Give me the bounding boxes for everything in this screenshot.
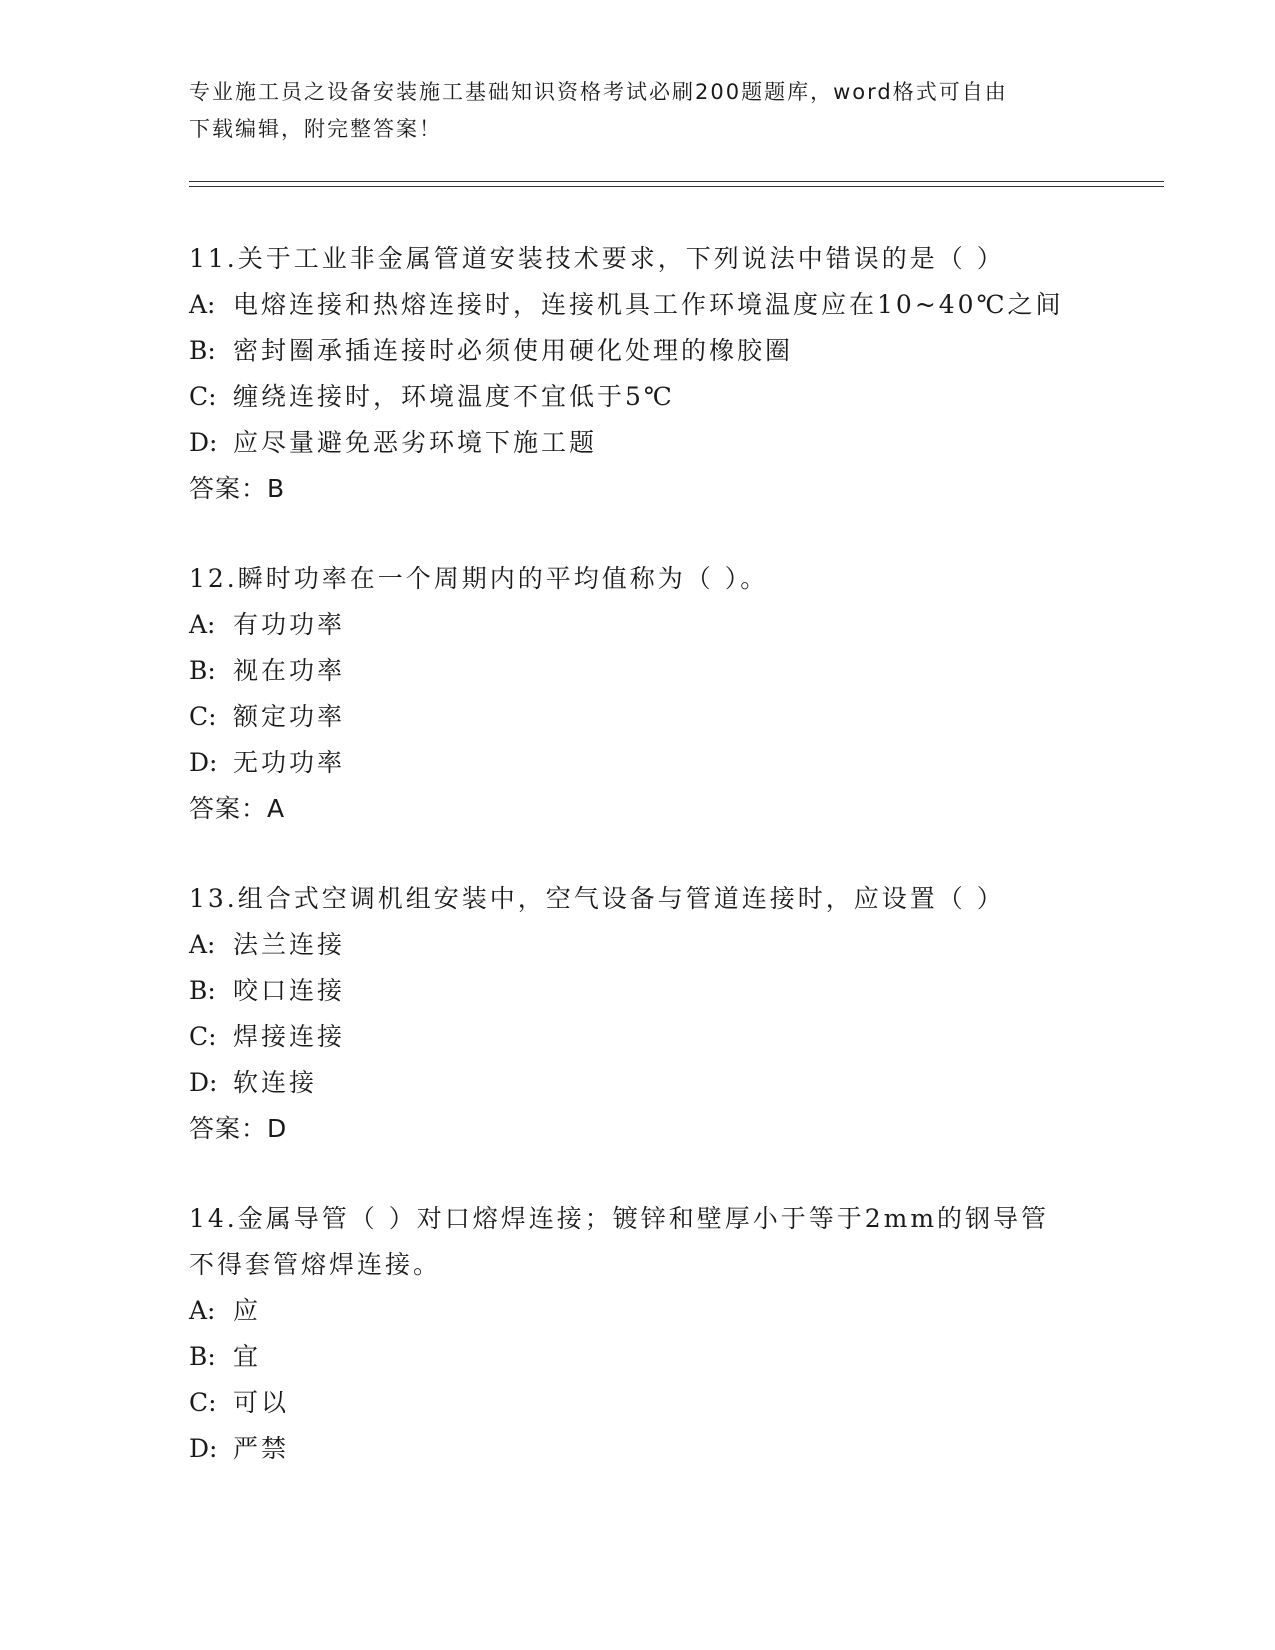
option-c [189, 694, 1089, 740]
option-c [189, 1380, 1089, 1426]
option-letter: C: [189, 702, 217, 731]
option-b [189, 1334, 1089, 1380]
option-b [189, 328, 1089, 374]
option-letter: A: [189, 1296, 216, 1325]
answer: 答案：B [189, 474, 286, 503]
header-line-2: 下载编辑，附完整答案！ [189, 117, 442, 141]
option-text: 缠绕连接时，环境温度不宜低于5℃ [233, 382, 675, 411]
option-letter: A: [189, 610, 216, 639]
option-c [189, 374, 1089, 420]
option-letter: B: [189, 336, 216, 365]
question-14 [189, 1196, 1089, 1472]
option-a [189, 602, 1089, 648]
option-letter: B: [189, 1342, 216, 1371]
option-letter: D: [189, 428, 218, 457]
option-text: 无功功率 [233, 748, 346, 777]
option-letter: C: [189, 382, 217, 411]
option-letter: D: [189, 748, 218, 777]
option-letter: B: [189, 976, 216, 1005]
answer: 答案：D [189, 1114, 288, 1143]
option-b [189, 968, 1089, 1014]
option-a [189, 282, 1089, 328]
option-text: 软连接 [233, 1068, 318, 1097]
option-a [189, 922, 1089, 968]
option-b [189, 648, 1089, 694]
option-letter: B: [189, 656, 216, 685]
document-header [189, 74, 1089, 148]
option-c [189, 1014, 1089, 1060]
question-stem: 12.瞬时功率在一个周期内的平均值称为（ ）。 [189, 564, 769, 593]
option-a [189, 1288, 1089, 1334]
option-text: 可以 [233, 1388, 290, 1417]
question-stem-line-1: 14.金属导管（ ）对口熔焊连接；镀锌和壁厚小于等于2mm的钢导管 [189, 1204, 1050, 1233]
option-letter: D: [189, 1068, 218, 1097]
question-11 [189, 236, 1089, 512]
option-letter: C: [189, 1388, 217, 1417]
option-letter: D: [189, 1434, 218, 1463]
header-line-1: 专业施工员之设备安装施工基础知识资格考试必刷200题题库，word格式可自由 [189, 80, 1008, 104]
option-d [189, 420, 1089, 466]
answer: 答案：A [189, 794, 286, 823]
option-text: 宜 [233, 1342, 262, 1371]
option-text: 额定功率 [233, 702, 346, 731]
question-13 [189, 876, 1089, 1152]
option-text: 应尽量避免恶劣环境下施工题 [233, 428, 598, 457]
option-text: 法兰连接 [233, 930, 346, 959]
option-text: 严禁 [233, 1434, 290, 1463]
option-text: 焊接连接 [233, 1022, 346, 1051]
header-double-rule [189, 181, 1164, 187]
option-d [189, 1426, 1089, 1472]
option-letter: A: [189, 290, 216, 319]
question-stem-line-2: 不得套管熔焊连接。 [189, 1250, 442, 1279]
option-letter: A: [189, 930, 216, 959]
option-d [189, 740, 1089, 786]
option-text: 电熔连接和热熔连接时，连接机具工作环境温度应在10~40℃之间 [233, 290, 1064, 319]
question-stem: 11.关于工业非金属管道安装技术要求，下列说法中错误的是（ ） [189, 244, 1005, 273]
option-d [189, 1060, 1089, 1106]
option-text: 视在功率 [233, 656, 346, 685]
option-text: 咬口连接 [233, 976, 346, 1005]
option-letter: C: [189, 1022, 217, 1051]
option-text: 密封圈承插连接时必须使用硬化处理的橡胶圈 [233, 336, 794, 365]
option-text: 应 [233, 1296, 262, 1325]
question-12 [189, 556, 1089, 832]
question-stem: 13.组合式空调机组安装中，空气设备与管道连接时，应设置（ ） [189, 884, 1005, 913]
option-text: 有功功率 [233, 610, 346, 639]
